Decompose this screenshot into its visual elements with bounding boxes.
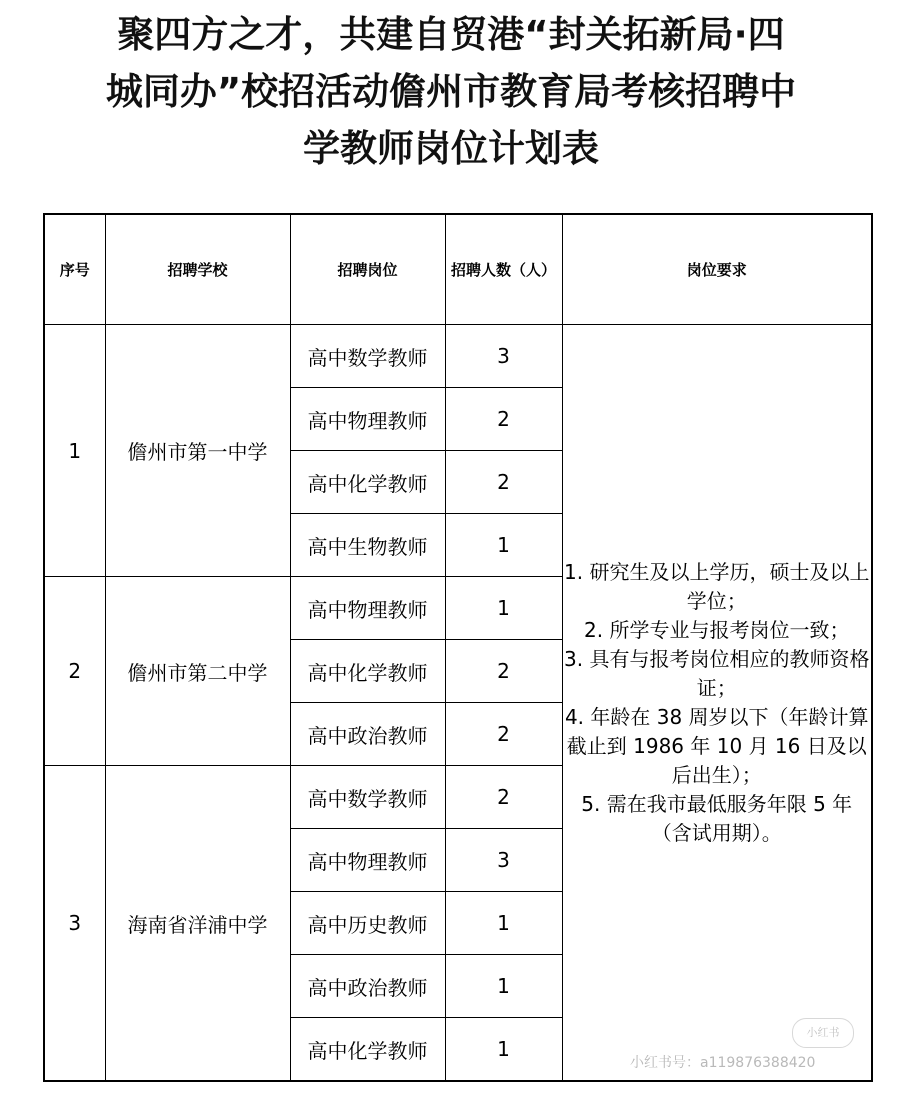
requirement-item: 5. 需在我市最低服务年限 5 年（含试用期）。 <box>581 791 853 845</box>
seq-cell: 2 <box>44 577 105 766</box>
seq-cell: 3 <box>44 766 105 1082</box>
recruitment-plan-table <box>43 213 873 1082</box>
page-title <box>30 6 872 177</box>
requirement-item: 2. 所学专业与报考岗位一致； <box>584 617 850 642</box>
requirement-item: 3. 具有与报考岗位相应的教师资格证； <box>564 646 870 700</box>
count-cell: 2 <box>445 703 562 766</box>
count-cell: 1 <box>445 892 562 955</box>
count-cell: 2 <box>445 640 562 703</box>
header-position: 招聘岗位 <box>290 214 445 325</box>
position-cell: 高中政治教师 <box>290 955 445 1018</box>
title-line-1: 聚四方之才，共建自贸港“封关拓新局·四 <box>117 13 785 56</box>
count-cell: 1 <box>445 577 562 640</box>
count-cell: 1 <box>445 514 562 577</box>
position-cell: 高中数学教师 <box>290 325 445 388</box>
position-cell: 高中化学教师 <box>290 1018 445 1082</box>
position-cell: 高中物理教师 <box>290 388 445 451</box>
count-cell: 2 <box>445 451 562 514</box>
requirement-item: 4. 年龄在 38 周岁以下（年龄计算截止到 1986 年 10 月 16 日及以后出生）； <box>564 704 869 787</box>
header-seq: 序号 <box>44 214 105 325</box>
school-cell: 海南省洋浦中学 <box>105 766 290 1082</box>
table-header-row <box>44 214 872 325</box>
school-cell: 儋州市第一中学 <box>105 325 290 577</box>
position-cell: 高中生物教师 <box>290 514 445 577</box>
position-cell: 高中物理教师 <box>290 829 445 892</box>
header-requirements: 岗位要求 <box>562 214 872 325</box>
count-cell: 2 <box>445 766 562 829</box>
header-count: 招聘人数（人） <box>445 214 562 325</box>
position-cell: 高中物理教师 <box>290 577 445 640</box>
position-cell: 高中化学教师 <box>290 451 445 514</box>
school-cell: 儋州市第二中学 <box>105 577 290 766</box>
table-row <box>44 325 872 388</box>
position-cell: 高中数学教师 <box>290 766 445 829</box>
watermark-logo: 小红书 <box>792 1018 854 1048</box>
count-cell: 3 <box>445 325 562 388</box>
count-cell: 3 <box>445 829 562 892</box>
requirements-cell <box>562 325 872 1082</box>
requirement-item: 1. 研究生及以上学历，硕士及以上学位； <box>564 559 870 613</box>
position-cell: 高中政治教师 <box>290 703 445 766</box>
seq-cell: 1 <box>44 325 105 577</box>
position-cell: 高中历史教师 <box>290 892 445 955</box>
title-line-3: 学教师岗位计划表 <box>303 127 599 170</box>
title-line-2: 城同办”校招活动儋州市教育局考核招聘中 <box>105 70 797 113</box>
header-school: 招聘学校 <box>105 214 290 325</box>
position-cell: 高中化学教师 <box>290 640 445 703</box>
count-cell: 1 <box>445 955 562 1018</box>
watermark-text: 小红书号：a119876388420 <box>630 1055 816 1071</box>
count-cell: 1 <box>445 1018 562 1082</box>
count-cell: 2 <box>445 388 562 451</box>
